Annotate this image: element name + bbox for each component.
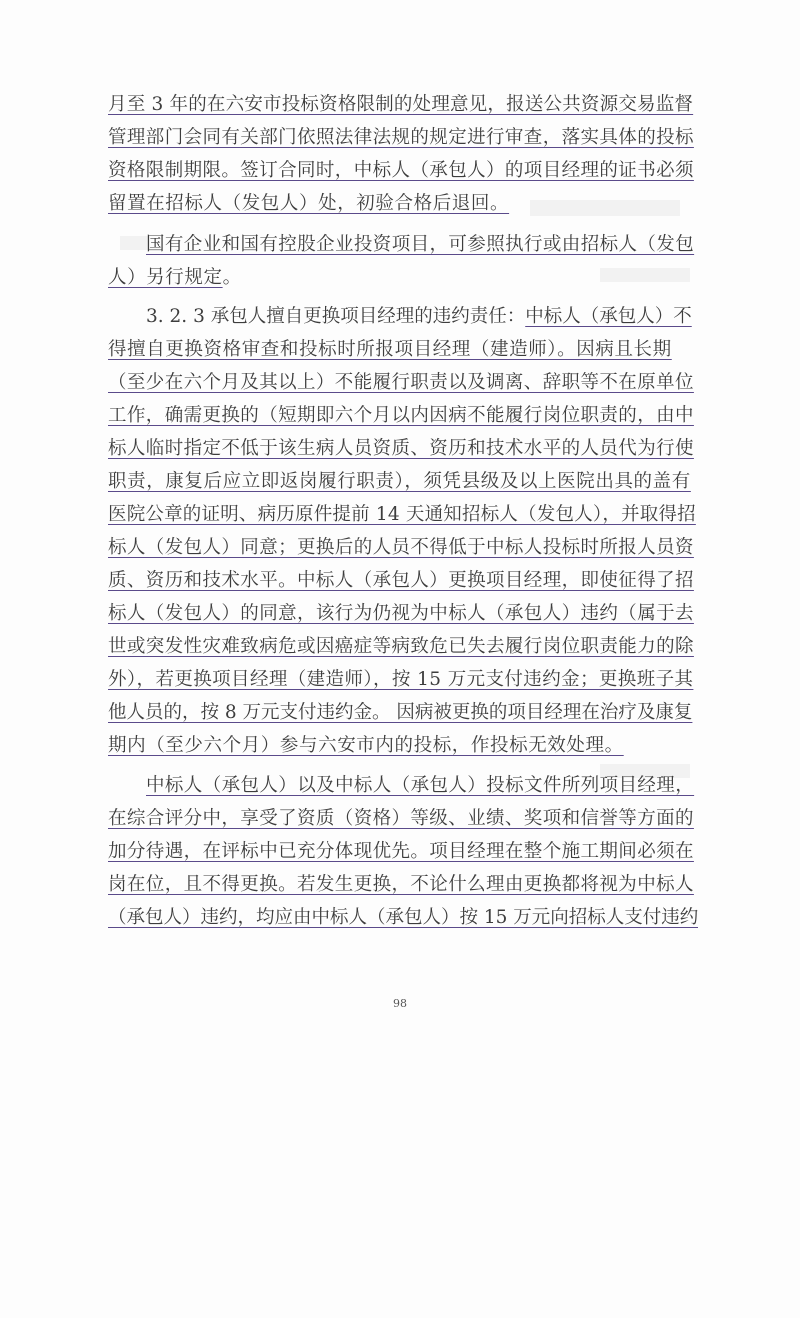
text-line — [108, 667, 698, 693]
text-line — [146, 232, 698, 258]
underlined-text: 他人员的，按 8 万元支付违约金。 因病被更换的项目经理在治疗及康复 — [108, 702, 693, 723]
underlined-text: 资格限制期限。签订合同时，中标人（承包人）的项目经理的证书必须 — [108, 160, 694, 181]
text-line — [108, 700, 698, 726]
text-line — [108, 601, 698, 627]
text-line: 人）另行规定。 — [108, 267, 242, 288]
text-line — [108, 806, 698, 832]
underlined-text: 标人（发包人）同意；更换后的人员不得低于中标人投标时所报人员资 — [108, 537, 694, 558]
underlined-text: 质、资历和技术水平。中标人（承包人）更换项目经理，即使征得了招 — [108, 570, 694, 591]
text-line — [108, 191, 698, 217]
text-line — [146, 304, 698, 330]
text-line — [108, 436, 698, 462]
text-line — [108, 733, 698, 759]
text-line — [146, 773, 698, 799]
underlined-text: 留置在招标人（发包人）处，初验合格后退回。 — [108, 193, 510, 214]
underlined-text: 世或突发性灾难致病危或因癌症等病致危已失去履行岗位职责能力的除 — [108, 636, 694, 657]
underlined-text: 期内（至少六个月）参与六安市内的投标，作投标无效处理。 — [108, 735, 624, 756]
underlined-text: 人）另行规定 — [108, 267, 223, 288]
text-line — [108, 370, 698, 396]
text-line — [108, 905, 698, 931]
underlined-text: 中标人（承包人）以及中标人（承包人）投标文件所列项目经理， — [146, 775, 695, 796]
text-line — [108, 469, 698, 495]
underlined-text: 得擅自更换资格审查和投标时所报项目经理（建造师）。因病且长期 — [108, 339, 672, 360]
underlined-text: 医院公章的证明、病历原件提前 14 天通知招标人（发包人），并取得招 — [108, 504, 696, 525]
text-line — [108, 872, 698, 898]
underlined-text: 中标人（承包人）不 — [525, 306, 692, 327]
text-line — [108, 568, 698, 594]
text-line — [108, 125, 698, 151]
underlined-text: 岗在位，且不得更换。若发生更换，不论什么理由更换都将视为中标人 — [108, 874, 694, 895]
underlined-text: 加分待遇，在评标中已充分体现优先。项目经理在整个施工期间必须在 — [108, 841, 694, 862]
underlined-text: 工作，确需更换的（短期即六个月以内因病不能履行岗位职责的，由中 — [108, 405, 694, 426]
underlined-text: （承包人）违约，均应由中标人（承包人）按 15 万元向招标人支付违约 — [108, 907, 698, 928]
underlined-text: 标人（发包人）的同意，该行为仍视为中标人（承包人）违约（属于去 — [108, 603, 694, 624]
text-line — [108, 337, 698, 363]
text-line — [108, 92, 698, 118]
underlined-text: （至少在六个月及其以上）不能履行职责以及调离、辞职等不在原单位 — [108, 372, 694, 393]
clause-heading: 3. 2. 3 承包人擅自更换项目经理的违约责任： — [146, 306, 526, 327]
text-line — [108, 502, 698, 528]
page-number: 98 — [393, 997, 407, 1010]
underlined-text: 标人临时指定不低于该生病人员资质、资历和技术水平的人员代为行使 — [108, 438, 694, 459]
text-line — [108, 535, 698, 561]
text-line — [108, 158, 698, 184]
underlined-text: 职责，康复后应立即返岗履行职责），须凭县级及以上医院出具的盖有 — [108, 471, 691, 492]
underlined-text: 月至 3 年的在六安市投标资格限制的处理意见，报送公共资源交易监督 — [108, 94, 694, 115]
underlined-text: 国有企业和国有控股企业投资项目，可参照执行或由招标人（发包 — [146, 234, 695, 255]
underlined-text: 管理部门会同有关部门依照法律法规的规定进行审查，落实具体的投标 — [108, 127, 694, 148]
underlined-text: 在综合评分中，享受了资质（资格）等级、业绩、奖项和信誉等方面的 — [108, 808, 694, 829]
underlined-text: 外），若更换项目经理（建造师），按 15 万元支付违约金；更换班子其 — [108, 669, 694, 690]
text-line — [108, 403, 698, 429]
text-line — [108, 839, 698, 865]
text-line — [108, 634, 698, 660]
